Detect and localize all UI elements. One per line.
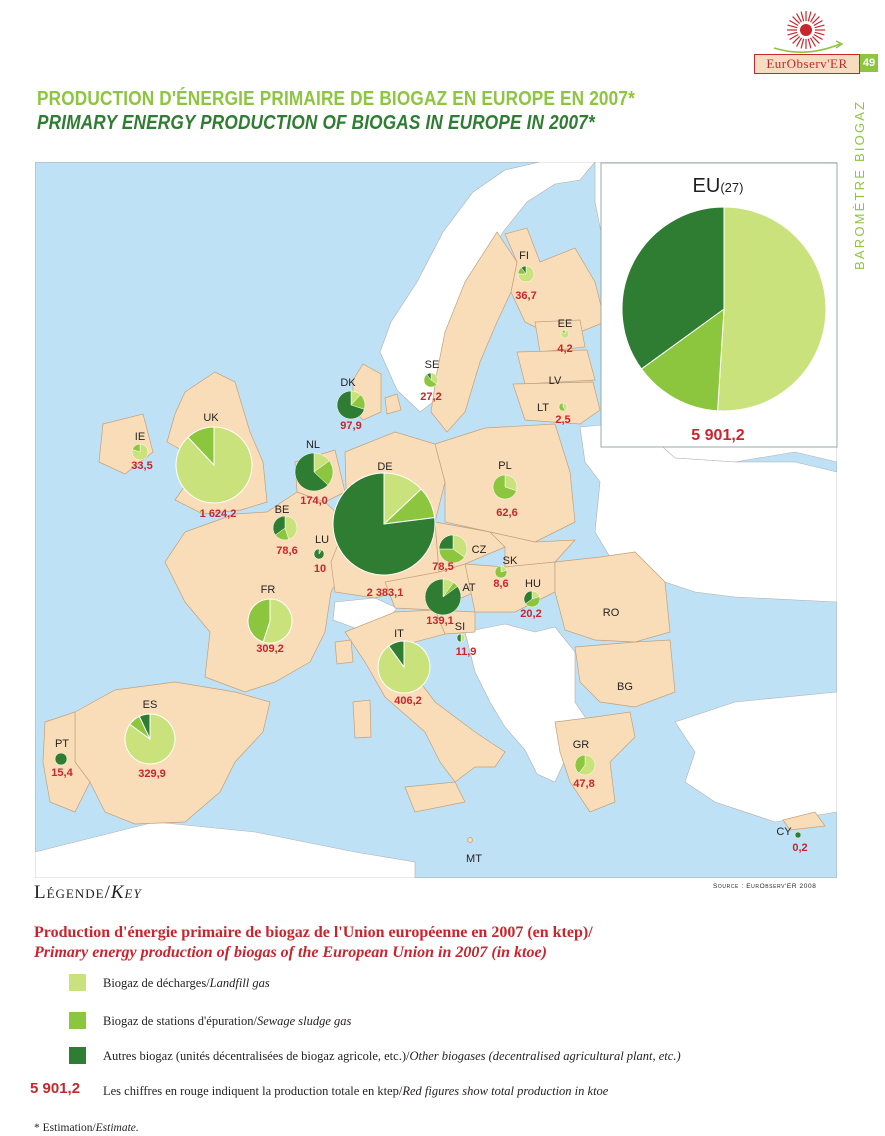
country-code-cz: CZ (471, 544, 487, 556)
country-code-lv: LV (548, 375, 562, 387)
eu-label: EU (692, 175, 721, 197)
country-value-ie: 33,5 (131, 460, 153, 472)
country-code-sk: SK (502, 555, 518, 567)
country-code-it: IT (394, 628, 404, 640)
country-code-fi: FI (519, 250, 529, 262)
eu-inset-box (600, 162, 838, 448)
pie-sk (495, 566, 507, 578)
country-code-uk: UK (203, 412, 219, 424)
sun-logo-icon (766, 8, 846, 54)
country-value-uk: 1 624,2 (199, 508, 237, 520)
country-value-lt: 2,5 (555, 414, 571, 426)
legend-title-english: Primary energy production of biogas of the European Union in 2007 (in ktoe) (34, 944, 547, 961)
country-value-si: 11,9 (455, 646, 477, 658)
country-code-ee: EE (557, 318, 573, 330)
pie-lu (314, 549, 324, 559)
footnote: * Estimation/Estimate. (34, 1122, 139, 1134)
country-code-lu: LU (314, 534, 330, 546)
pie-si (457, 634, 465, 642)
country-code-be: BE (274, 504, 290, 516)
publisher-logo (752, 8, 880, 74)
country-value-fr: 309,2 (256, 643, 284, 655)
title-french: PRODUCTION D'ÉNERGIE PRIMAIRE DE BIOGAZ EN EUROPE EN 2007* (37, 88, 636, 110)
country-code-cy: CY (776, 826, 792, 838)
pie-hu (524, 591, 540, 607)
country-code-lt: LT (536, 402, 550, 414)
country-code-at: AT (462, 582, 476, 594)
pie-de (333, 473, 435, 575)
pie-fr (248, 599, 292, 643)
pie-be (273, 516, 297, 540)
country-code-pt: PT (54, 738, 70, 750)
country-value-lu: 10 (313, 563, 327, 575)
country-value-sk: 8,6 (493, 578, 509, 590)
country-value-de: 2 383,1 (366, 587, 404, 599)
pie-at (425, 579, 461, 615)
source-note: Source : EurObserv'ER 2008 (713, 883, 817, 890)
country-code-mt: MT (466, 853, 482, 865)
country-code-ie: IE (134, 431, 146, 443)
country-value-ee: 4,2 (557, 343, 573, 355)
country-value-pt: 15,4 (51, 767, 73, 779)
legend-item-sewage: Biogaz de stations d'épuration/Sewage sludge gas (103, 1014, 352, 1028)
legend-item-other: Autres biogaz (unités décentralisées de biogaz agricole, etc.)/Other biogases (decentralised agricultural plant, etc.) (103, 1049, 681, 1063)
country-code-bg: BG (617, 681, 633, 693)
title-english: PRIMARY ENERGY PRODUCTION OF BIOGAS IN EUROPE IN 2007* (37, 112, 595, 134)
key-heading: Légende/Key (34, 882, 142, 903)
country-code-si: SI (454, 621, 466, 633)
country-value-hu: 20,2 (520, 608, 542, 620)
country-value-be: 78,6 (276, 545, 298, 557)
legend-red-note: Les chiffres en rouge indiquent la production totale en ktep/Red figures show total production in ktoe (103, 1084, 609, 1098)
country-code-se: SE (424, 359, 440, 371)
pie-nl (295, 453, 333, 491)
legend-swatch-landfill (69, 974, 86, 991)
pie-es (125, 714, 175, 764)
country-value-nl: 174,0 (300, 495, 328, 507)
pie-se (424, 373, 438, 387)
side-section-label: BAROMÈTRE BIOGAZ (852, 99, 867, 270)
pie-gr (575, 755, 595, 775)
legend-item-landfill: Biogaz de décharges/Landfill gas (103, 976, 270, 990)
country-value-cz: 78,5 (432, 561, 454, 573)
country-value-fi: 36,7 (515, 290, 537, 302)
legend-swatch-sewage (69, 1012, 86, 1029)
page-number: 49 (860, 54, 878, 72)
eu-total-value: 5 901,2 (691, 427, 745, 444)
pie-fi (518, 266, 534, 282)
pie-pt-slice-other (55, 753, 67, 765)
pie-pt (55, 753, 67, 765)
country-code-fr: FR (260, 584, 276, 596)
legend-title-french: Production d'énergie primaire de biogaz de l'Union européenne en 2007 (en ktep)/ (34, 924, 593, 941)
pie-cz (439, 535, 467, 563)
pie-lt (559, 403, 567, 411)
country-code-dk: DK (340, 377, 356, 389)
country-value-it: 406,2 (394, 695, 422, 707)
legend-swatch-other (69, 1047, 86, 1064)
country-code-pl: PL (498, 460, 512, 472)
legend-red-example: 5 901,2 (30, 1080, 81, 1097)
country-code-hu: HU (525, 578, 541, 590)
eu-sublabel: (27) (720, 180, 744, 195)
pie-cy (795, 832, 801, 838)
country-code-de: DE (377, 461, 393, 473)
country-code-ro: RO (602, 607, 620, 619)
pie-ee (561, 330, 569, 338)
country-value-es: 329,9 (138, 768, 166, 780)
country-value-se: 27,2 (420, 391, 442, 403)
pie-it (378, 641, 430, 693)
country-value-cy: 0,2 (792, 842, 808, 854)
eu-pie-chart (622, 207, 826, 411)
country-code-es: ES (142, 699, 158, 711)
pie-ie (132, 444, 148, 460)
country-value-pl: 62,6 (496, 507, 518, 519)
pie-pl (493, 475, 517, 499)
pie-uk (176, 427, 252, 503)
country-value-at: 139,1 (426, 615, 454, 627)
pie-eu (622, 207, 826, 411)
country-code-nl: NL (305, 439, 321, 451)
brand-name: EurObserv'ER (754, 54, 860, 74)
country-code-gr: GR (572, 739, 590, 751)
country-value-dk: 97,9 (340, 420, 362, 432)
pie-dk (337, 391, 365, 419)
pie-lu-slice-other (314, 549, 324, 559)
pie-cy-slice-other (795, 832, 801, 838)
country-value-gr: 47,8 (573, 778, 595, 790)
